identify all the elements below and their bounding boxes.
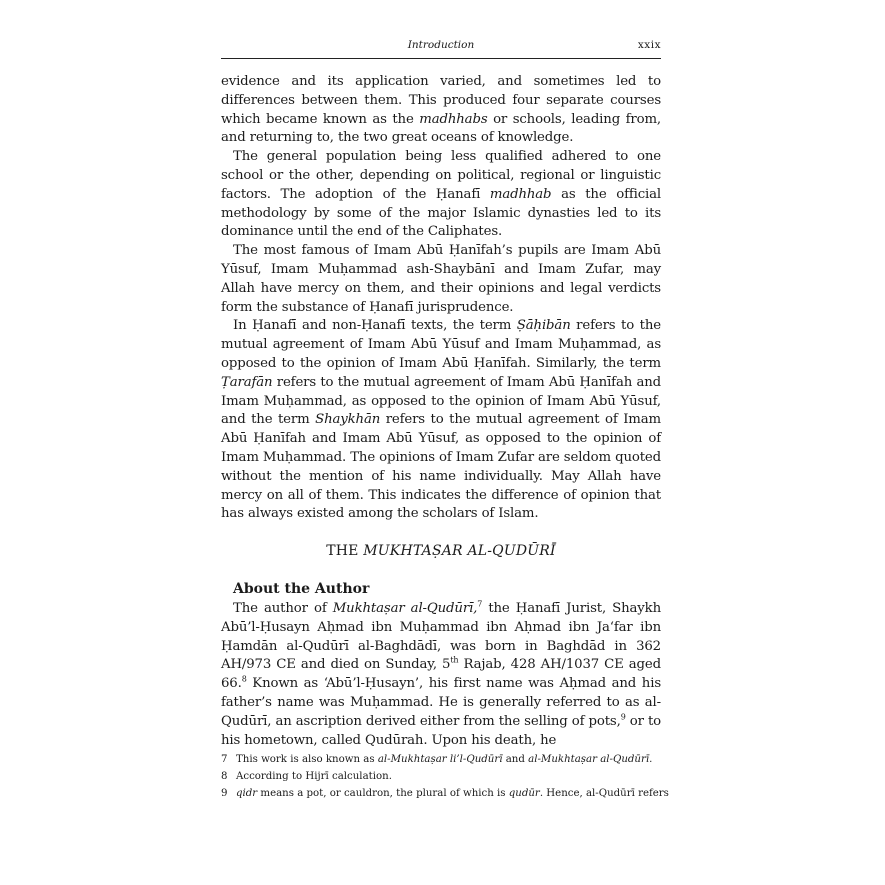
text-run: or schools, leading from, and returning to, the two great oceans of knowledge. <box>221 111 661 146</box>
text-run: The general population being less qualified adhered to one school or the other, depending on political, regional or linguistic factors. The adoption of the Ḥanafī <box>221 149 661 202</box>
paragraph <box>221 73 661 148</box>
text-run: refers to the mutual agreement of Imam Abū Ḥanīfah and Imam Abū Yūsuf, as opposed to the opinion of Imam Muḥammad. The opinions of Imam Zufar are seldom quoted without the mention of his name individually. May Allah have mercy on all of them. This indicates the difference of opinion that has always existed among the scholars of Islam. <box>221 412 662 522</box>
section-title-prefix: THE <box>326 543 364 559</box>
paragraph <box>221 242 661 317</box>
book-page <box>221 0 669 885</box>
footnote-number: 9 <box>221 788 228 799</box>
text-run: refers to the mutual agreement of Imam Abū Yūsuf and Imam Muḥammad, as opposed to the opinion of Imam Abū Ḥanīfah. Similarly, the term <box>221 318 661 371</box>
italic-term: al-Mukhtaṣar li’l-Qudūrī <box>377 754 503 765</box>
author-paragraph <box>221 600 661 750</box>
footnote <box>221 751 661 768</box>
italic-term: Ṣāḥibān <box>516 318 571 334</box>
paragraph <box>221 317 661 524</box>
italic-term: Ṭarafān <box>221 374 273 390</box>
footnote-number: 7 <box>221 754 228 765</box>
italic-term: madhhab <box>489 186 552 202</box>
paragraph <box>221 148 661 242</box>
footnote-text <box>236 785 669 802</box>
footnote-text <box>236 768 661 785</box>
text-run: or to his hometown, called Qudūrah. Upon his death, he <box>221 713 661 748</box>
text-run: According to Hijrī calculation. <box>236 771 392 782</box>
introduction-body <box>221 73 661 524</box>
italic-term: al-Mukhtaṣar al-Qudūrī. <box>528 754 653 765</box>
text-run: the Ḥanafī Jurist, Shaykh Abū’l-Ḥusayn Aḥmad ibn Muḥammad ibn Aḥmad ibn Ja‘far ibn Ḥamdān al-Qudūrī al-Baghdādī, was born in Baghdād in 362 AH/973 CE and died on Sunday, 5 <box>221 601 661 673</box>
text-run: This work is also known as <box>236 754 378 765</box>
running-head-title: Introduction <box>407 39 475 51</box>
subheading: About the Author <box>233 581 370 597</box>
footnote-ref: 7 <box>477 599 483 609</box>
section-title-italic: MUKHTAṢAR AL-QUDŪRĪ <box>363 543 556 559</box>
running-header <box>221 38 661 59</box>
italic-term: madhhabs <box>419 111 488 127</box>
italic-term: qidr <box>236 788 258 799</box>
text-run: evidence and its application varied, and sometimes led to differences between them. This produced four separate courses which became known as the <box>221 74 661 127</box>
text-run: The author of <box>233 601 333 616</box>
text-run: The most famous of Imam Abū Ḥanīfah’s pupils are Imam Abū Yūsuf, Imam Muḥammad ash-Shaybānī and Imam Zufar, may Allah have mercy on them, and their opinions and legal verdicts form the substance of Ḥanafī jurisprudence. <box>221 243 661 315</box>
italic-term: Shaykhān <box>315 412 381 428</box>
text-run: In Ḥanafī and non-Ḥanafī texts, the term <box>233 318 517 334</box>
section-title <box>221 543 661 559</box>
page-number: xxix <box>637 39 661 51</box>
footnote-ref: 9 <box>620 712 626 722</box>
text-run: Rajab, 428 AH/1037 CE aged 66. <box>221 657 661 692</box>
text-run: . Hence, al-Qudūrī refers <box>539 788 669 799</box>
text-run: refers to the mutual agreement of Imam Abū Ḥanīfah and Imam Muḥammad, as opposed to the opinion of Imam Abū Yūsuf, and the term <box>221 374 661 428</box>
author-body <box>221 600 661 750</box>
footnote-ref: th <box>450 655 459 665</box>
text-run: means a pot, or cauldron, the plural of which is <box>257 788 509 799</box>
footnote <box>221 768 661 785</box>
footnote <box>221 785 669 802</box>
footnote-text <box>236 751 661 768</box>
footnotes <box>221 751 669 802</box>
text-run: and <box>502 754 529 765</box>
text-run: Known as ‘Abū’l-Ḥusayn’, his first name was Aḥmad and his father’s name was Muḥammad. He is generally referred to as al-Qudūrī, an ascription derived either from the selling of pots, <box>221 676 661 729</box>
italic-term: Mukhtaṣar al-Qudūrī, <box>332 601 478 616</box>
footnote-number: 8 <box>221 771 228 782</box>
footnote-ref: 8 <box>241 674 247 684</box>
text-run: as the official methodology by some of the major Islamic dynasties led to its dominance until the end of the Caliphates. <box>221 186 661 240</box>
italic-term: qudūr <box>508 788 540 799</box>
